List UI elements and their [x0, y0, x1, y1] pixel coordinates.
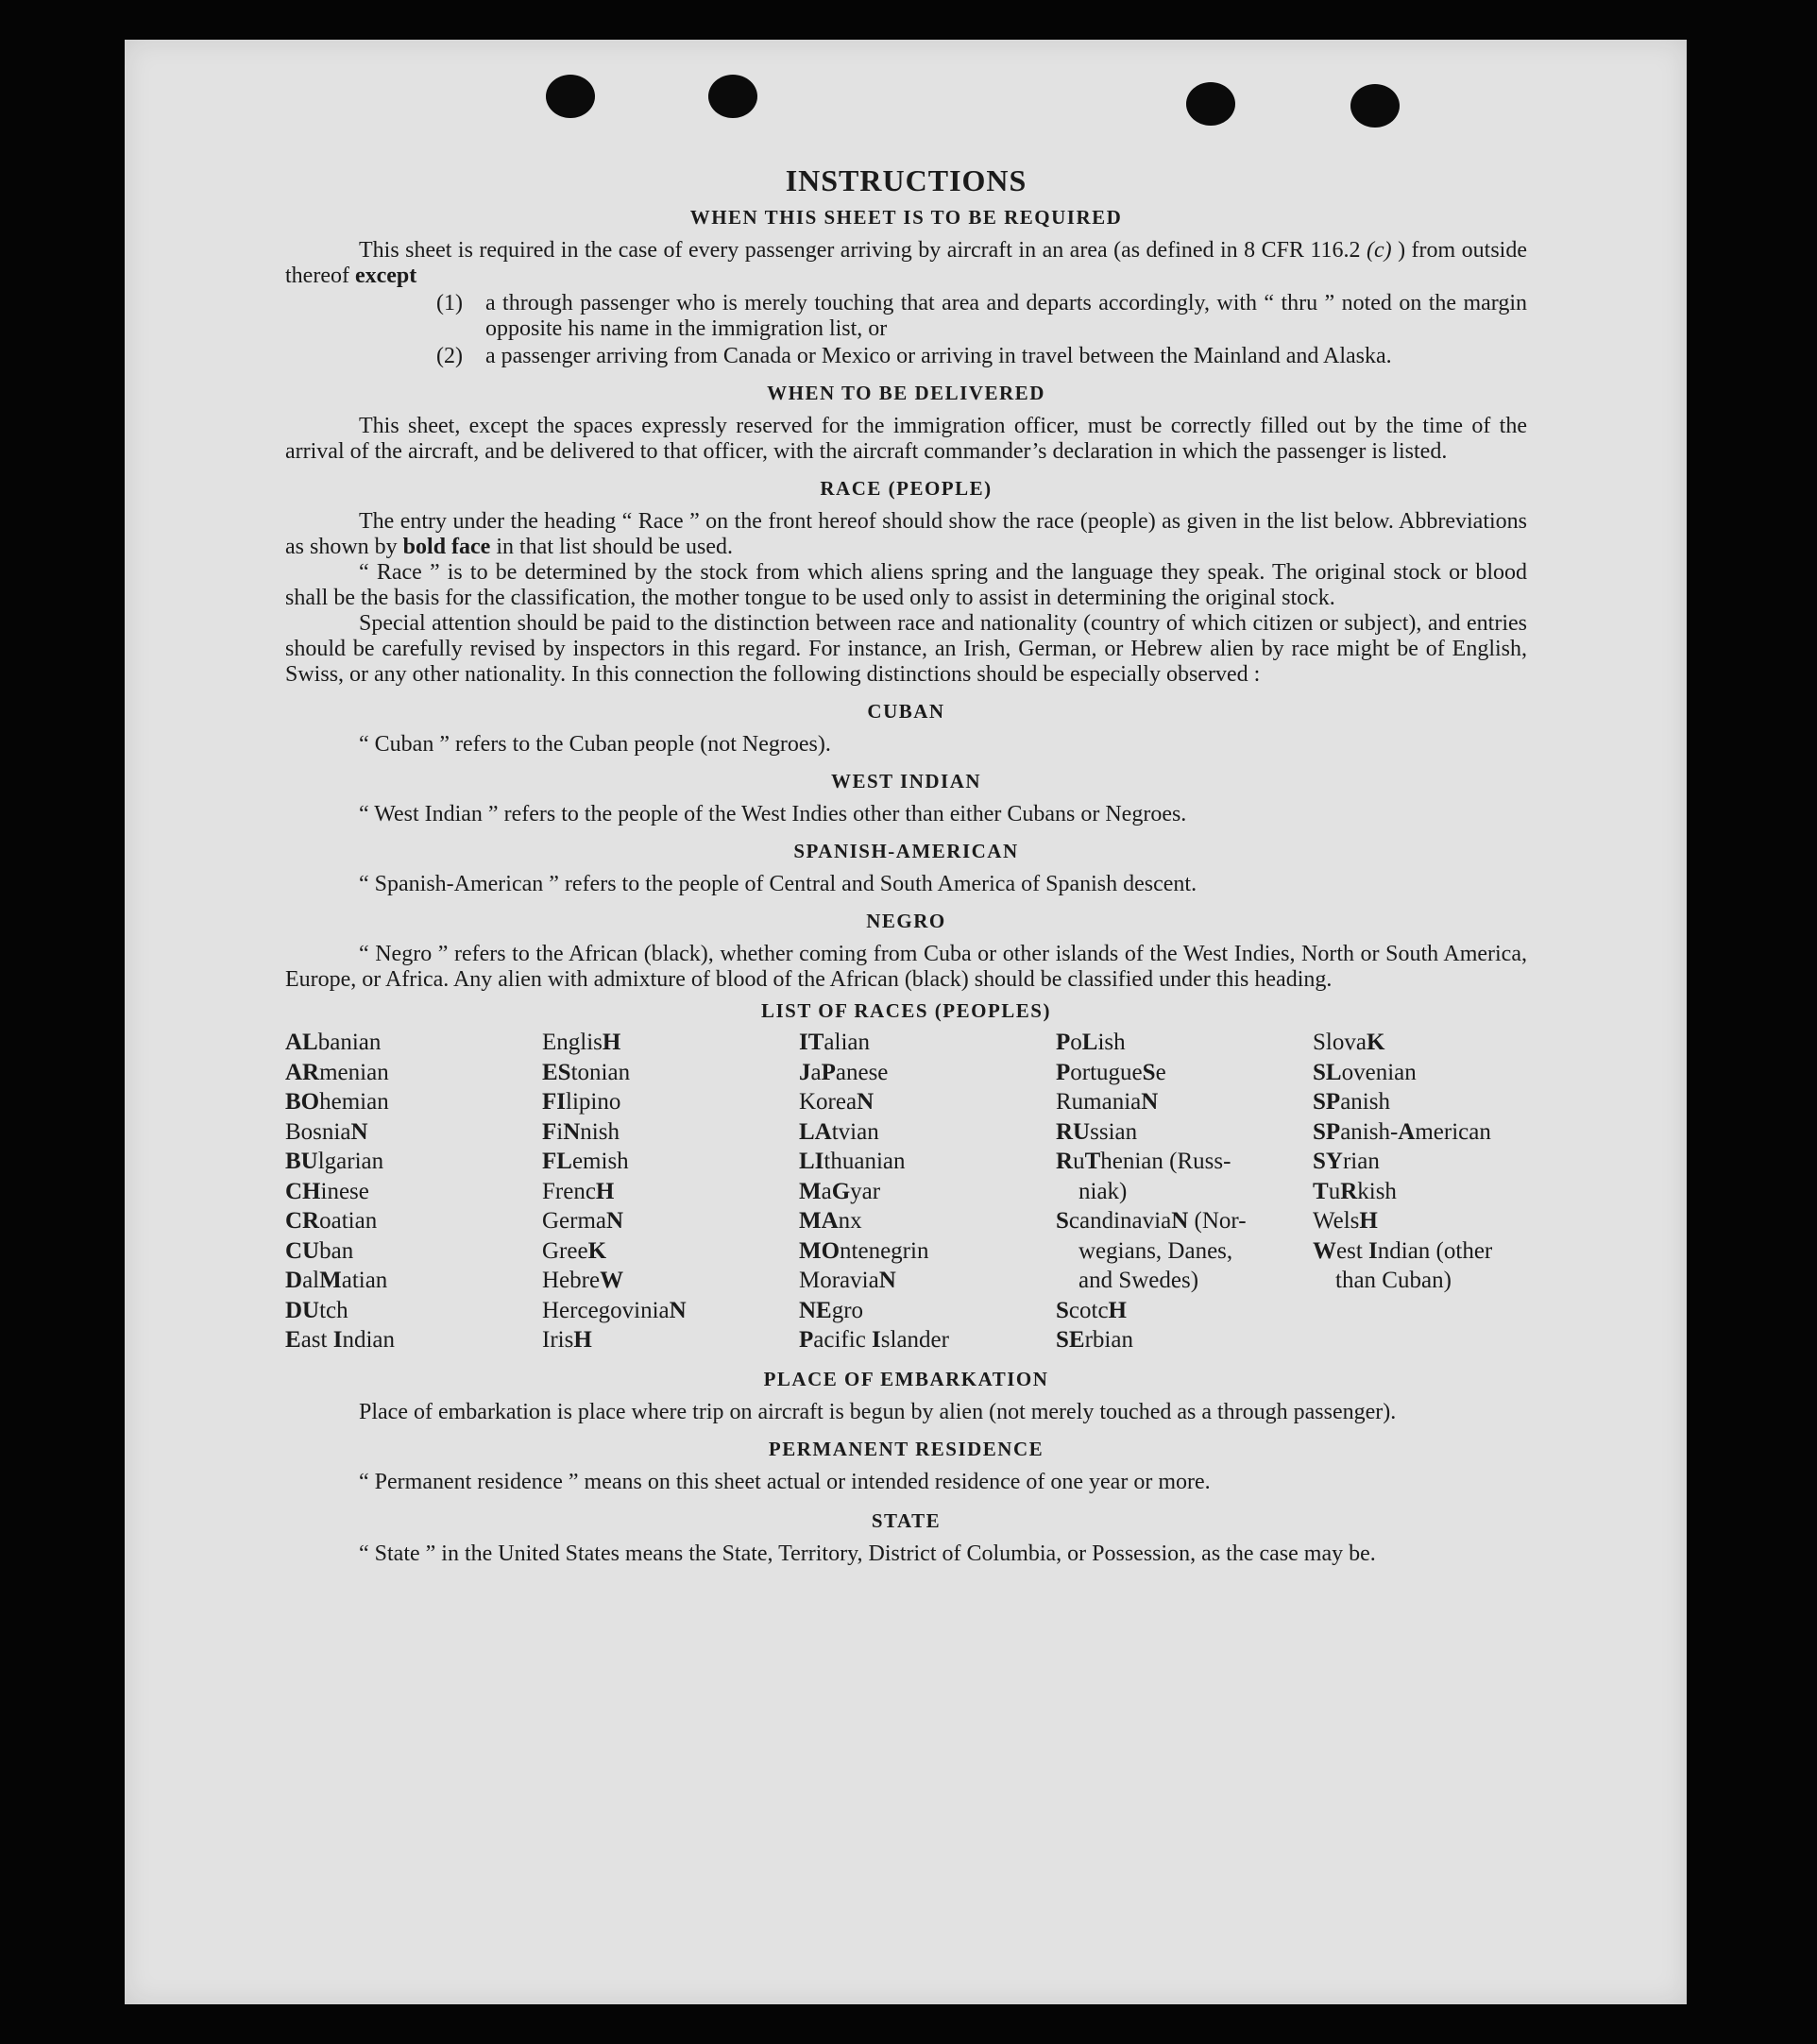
race-entry [285, 1028, 542, 1058]
race-name-text: Slova [1313, 1030, 1367, 1055]
race-entry [542, 1206, 799, 1236]
race-abbrev-letters: SY [1313, 1149, 1343, 1174]
race-abbrev-letters: S [1056, 1208, 1069, 1234]
race-name-text: tonian [570, 1059, 631, 1085]
race-abbrev-letters: P [1056, 1059, 1071, 1085]
race-entry [285, 1236, 542, 1267]
race-abbrev-letters: M [799, 1178, 822, 1204]
race-entry [1056, 1028, 1313, 1058]
punch-hole [546, 75, 595, 118]
race-column [542, 1028, 799, 1355]
section-heading-cuban: CUBAN [867, 700, 945, 723]
required-paragraph [285, 238, 1527, 289]
race-name-text: anish [1340, 1089, 1390, 1115]
race-name-text: Hercegovinia [542, 1297, 670, 1323]
race-name-text: Frenc [542, 1178, 596, 1204]
race-name-text: nish [580, 1118, 620, 1145]
exception-number: (1) [436, 291, 463, 315]
race-name-text: slander [880, 1327, 949, 1353]
race-entry [1313, 1147, 1527, 1177]
race-abbrev-letters: SP [1313, 1118, 1341, 1145]
race-name-text: atian [341, 1268, 388, 1293]
race-entry [1056, 1296, 1313, 1326]
race-paragraph-3: Special attention should be paid to the distinction between race and nationality (country of which citizen or subject), and entries should be carefully revised by inspectors in this regard. For instance, an Irish, German, or Hebrew alien by race might be of English, Swiss, or any other nationality. In this connection the following distinctions should be especially observed : [285, 611, 1527, 687]
race-abbrev-letters: W [600, 1268, 624, 1293]
race-abbrev-letters: N [857, 1089, 875, 1115]
race-name-text: Germa [542, 1208, 607, 1234]
race-abbrev-letters: N [1171, 1208, 1189, 1234]
race-entry [1313, 1266, 1527, 1296]
race-abbrev-letters: D [285, 1268, 303, 1293]
race-abbrev-letters: E [285, 1327, 301, 1353]
race-name-text: anese [835, 1059, 889, 1085]
section-heading-negro: NEGRO [866, 910, 946, 932]
race-entry [542, 1058, 799, 1088]
race-entry [799, 1325, 1056, 1355]
section-heading-west-indian: WEST INDIAN [830, 770, 982, 792]
race-name-text: Moravia [799, 1268, 879, 1293]
race-entry [799, 1058, 1056, 1088]
race-abbrev-letters: P [1056, 1030, 1071, 1055]
section-heading-residence: PERMANENT RESIDENCE [768, 1437, 1044, 1460]
race-name-text: a [810, 1059, 822, 1085]
race-name-text: tch [319, 1297, 348, 1323]
race-abbrev-letters: N [606, 1208, 624, 1234]
race-name-text: o [1070, 1030, 1082, 1055]
race-abbrev-letters: F [542, 1118, 557, 1145]
race-name-text: Korea [799, 1089, 858, 1115]
race-abbrev-letters: T [1084, 1149, 1101, 1174]
race-abbrev-letters: ES [542, 1059, 571, 1085]
race-column [1313, 1028, 1527, 1355]
race-text-bold: bold face [402, 535, 491, 559]
race-name-text: emish [571, 1149, 629, 1174]
race-abbrev-letters: SE [1056, 1327, 1085, 1353]
section-heading-delivered: WHEN TO BE DELIVERED [767, 382, 1045, 404]
race-abbrev-letters: I [1368, 1237, 1378, 1264]
race-entry [1056, 1058, 1313, 1088]
race-name-text: anish- [1340, 1118, 1399, 1145]
race-name-text: ndian (other [1377, 1237, 1493, 1264]
race-entry [799, 1236, 1056, 1267]
race-name-text: est [1336, 1237, 1369, 1264]
race-entry [542, 1177, 799, 1207]
section-heading-state: STATE [871, 1508, 942, 1532]
race-abbrev-letters: AR [285, 1059, 320, 1085]
race-abbrev-letters: H [595, 1178, 615, 1204]
race-abbrev-letters: SP [1313, 1089, 1341, 1115]
race-entry [285, 1147, 542, 1177]
race-entry [285, 1058, 542, 1088]
race-name-text: ovenian [1341, 1059, 1417, 1085]
punch-hole [1350, 84, 1400, 128]
state-paragraph: “ State ” in the United States means the State, Territory, District of Columbia, or Possession, as the case may be. [359, 1541, 1376, 1566]
race-abbrev-letters: N [1141, 1089, 1159, 1115]
race-name-text: acific [813, 1327, 873, 1353]
race-name-text: al [302, 1268, 320, 1293]
race-entry [1313, 1117, 1527, 1148]
negro-paragraph: “ Negro ” refers to the African (black), whether coming from Cuba or other islands of the West Indies, North or South America, Europe, or Africa. Any alien with admixture of blood of the African (black) should be classified under this heading. [285, 942, 1527, 992]
exception-number: (2) [436, 344, 463, 368]
race-abbrev-letters: AL [285, 1030, 318, 1055]
race-name-text: Hebre [542, 1268, 601, 1293]
race-abbrev-letters: CH [285, 1178, 321, 1204]
race-abbrev-letters: CU [285, 1237, 320, 1264]
race-name-text: rbian [1084, 1327, 1133, 1353]
race-abbrev-letters: H [573, 1327, 592, 1353]
embarkation-paragraph: Place of embarkation is place where trip on aircraft is begun by alien (not merely touched as a through passenger). [359, 1399, 1397, 1424]
race-column [799, 1028, 1056, 1355]
race-abbrev-letters: BU [285, 1149, 318, 1174]
race-entry [1313, 1236, 1527, 1267]
race-abbrev-letters: P [821, 1059, 836, 1085]
race-name-text: and Swedes) [1078, 1268, 1199, 1293]
race-abbrev-letters: S [1142, 1059, 1156, 1085]
race-abbrev-letters: R [1056, 1149, 1074, 1174]
required-text-a: This sheet is required in the case of every passenger arriving by aircraft in an area (as defined in 8 CFR 116.2 [359, 238, 1367, 263]
race-abbrev-letters: FI [542, 1089, 566, 1115]
race-entry [285, 1177, 542, 1207]
race-entry [542, 1296, 799, 1326]
race-name-text: Wels [1313, 1208, 1360, 1234]
race-name-text: Bosnia [285, 1118, 351, 1145]
race-entry [285, 1087, 542, 1117]
punch-hole [1186, 82, 1235, 126]
race-name-text: wegians, Danes, [1078, 1237, 1233, 1264]
race-name-text: niak) [1078, 1178, 1128, 1204]
race-entry [799, 1147, 1056, 1177]
race-entry [1056, 1147, 1313, 1177]
race-entry [799, 1206, 1056, 1236]
race-abbrev-letters: H [1108, 1297, 1127, 1323]
race-name-text: ntenegrin [840, 1237, 929, 1264]
race-entry [1056, 1266, 1313, 1296]
race-name-text: merican [1415, 1118, 1491, 1145]
required-text-except: except [354, 264, 417, 288]
race-entry [1313, 1177, 1527, 1207]
race-abbrev-letters: L [1081, 1030, 1098, 1055]
race-name-text: thuanian [824, 1149, 906, 1174]
race-abbrev-letters: H [1359, 1208, 1378, 1234]
race-entry [285, 1296, 542, 1326]
race-abbrev-letters: G [831, 1178, 851, 1204]
exception-item-1 [436, 291, 1527, 342]
exception-text: a through passenger who is merely touching that area and departs accordingly, with “ thru ” noted on the margin opposite his name in the immigration list, or [485, 291, 1527, 341]
race-name-text: rian [1342, 1149, 1380, 1174]
race-abbrev-letters: MO [799, 1237, 841, 1264]
race-name-text: ssian [1090, 1118, 1138, 1145]
race-entry [1313, 1028, 1527, 1058]
race-entry [799, 1296, 1056, 1326]
race-name-text: lgarian [317, 1149, 384, 1174]
instructions-content [285, 163, 1527, 1567]
race-text-b: in that list should be used. [490, 535, 733, 559]
race-abbrev-letters: T [1313, 1178, 1329, 1204]
cuban-paragraph: “ Cuban ” refers to the Cuban people (not Negroes). [359, 732, 831, 757]
race-name-text: menian [319, 1059, 389, 1085]
race-name-text: Iris [542, 1327, 574, 1353]
race-abbrev-letters: LA [799, 1118, 832, 1145]
race-entry [1313, 1087, 1527, 1117]
race-abbrev-letters: N [878, 1268, 896, 1293]
race-entry [1056, 1117, 1313, 1148]
race-abbrev-letters: K [1366, 1030, 1385, 1055]
race-name-text: henian (Russ- [1100, 1149, 1231, 1174]
race-name-text: Englis [542, 1030, 603, 1055]
exception-item-2 [436, 344, 1527, 369]
residence-paragraph: “ Permanent residence ” means on this sheet actual or intended residence of one year or more. [359, 1469, 1211, 1494]
race-entry [1056, 1236, 1313, 1267]
race-entry [1056, 1325, 1313, 1355]
race-paragraph-2: “ Race ” is to be determined by the stock from which aliens spring and the language they speak. The original stock or blood shall be the basis for the classification, the mother tongue to be used only to assist in determining the original stock. [285, 560, 1527, 610]
race-abbrev-letters: MA [799, 1208, 839, 1234]
race-entry [542, 1325, 799, 1355]
west-indian-paragraph: “ West Indian ” refers to the people of the West Indies other than either Cubans or Negroes. [359, 802, 1187, 826]
race-entry [1313, 1206, 1527, 1236]
race-entry [542, 1266, 799, 1296]
race-abbrev-letters: LI [799, 1149, 824, 1174]
document-page [125, 40, 1687, 2004]
delivered-paragraph: This sheet, except the spaces expressly reserved for the immigration officer, must be correctly filled out by the time of the arrival of the aircraft, and be delivered to that officer, with the aircraft commander’s declaration in which the passenger is listed. [285, 414, 1527, 464]
race-text-a: The entry under the heading “ Race ” on the front hereof should show the race (people) as given in the list below. Abbreviations as shown by [285, 509, 1527, 559]
race-name-text: e [1155, 1059, 1166, 1085]
punch-hole [708, 75, 757, 118]
race-entry [799, 1177, 1056, 1207]
race-list [285, 1028, 1527, 1355]
race-entry [285, 1117, 542, 1148]
race-name-text: Gree [542, 1237, 588, 1264]
spanish-american-paragraph: “ Spanish-American ” refers to the people of Central and South America of Spanish descent. [359, 872, 1197, 896]
race-abbrev-letters: CR [285, 1208, 320, 1234]
race-name-text: ban [319, 1237, 354, 1264]
race-abbrev-letters: W [1313, 1237, 1336, 1264]
race-entry [285, 1266, 542, 1296]
race-abbrev-letters: NE [799, 1297, 832, 1323]
page-title: INSTRUCTIONS [785, 163, 1027, 197]
race-abbrev-letters: S [1056, 1297, 1069, 1323]
race-entry [1056, 1177, 1313, 1207]
race-abbrev-letters: M [319, 1268, 342, 1293]
race-name-text: yar [850, 1178, 881, 1204]
race-name-text: u [1073, 1149, 1085, 1174]
race-column [285, 1028, 542, 1355]
race-entry [799, 1087, 1056, 1117]
race-name-text: i [556, 1118, 564, 1145]
race-paragraph-1 [285, 509, 1527, 560]
required-text-b: ) from outside thereof [285, 238, 1527, 288]
race-entry [542, 1028, 799, 1058]
race-abbrev-letters: K [587, 1237, 607, 1264]
race-entry [542, 1087, 799, 1117]
race-name-text: ortugue [1070, 1059, 1143, 1085]
race-name-text: tvian [831, 1118, 879, 1145]
section-heading-race-list: LIST OF RACES (PEOPLES) [761, 999, 1051, 1022]
race-name-text: oatian [319, 1208, 378, 1234]
race-name-text: than Cuban) [1335, 1268, 1452, 1293]
race-name-text: gro [831, 1297, 864, 1323]
race-name-text: ast [300, 1327, 333, 1353]
race-name-text: candinavia [1068, 1208, 1172, 1234]
race-entry [542, 1147, 799, 1177]
race-column [1056, 1028, 1313, 1355]
race-name-text: (Nor- [1188, 1208, 1247, 1234]
race-abbrev-letters: R [1340, 1178, 1358, 1204]
section-heading-required: WHEN THIS SHEET IS TO BE REQUIRED [689, 206, 1123, 229]
race-entry [1313, 1058, 1527, 1088]
race-name-text: banian [317, 1030, 382, 1055]
race-abbrev-letters: I [872, 1327, 881, 1353]
race-entry [799, 1117, 1056, 1148]
section-heading-spanish-american: SPANISH-AMERICAN [793, 840, 1019, 862]
section-heading-race: RACE (PEOPLE) [820, 477, 993, 500]
race-name-text: inese [320, 1178, 369, 1204]
race-entry [542, 1236, 799, 1267]
race-abbrev-letters: IT [799, 1030, 824, 1055]
race-name-text: ndian [342, 1327, 395, 1353]
race-entry [1056, 1206, 1313, 1236]
race-abbrev-letters: RU [1056, 1118, 1091, 1145]
race-name-text: a [821, 1178, 832, 1204]
race-entry [1056, 1087, 1313, 1117]
race-abbrev-letters: H [602, 1030, 621, 1055]
race-abbrev-letters: P [799, 1327, 814, 1353]
race-entry [542, 1117, 799, 1148]
race-name-text: Rumania [1056, 1089, 1142, 1115]
section-heading-embarkation: PLACE OF EMBARKATION [763, 1367, 1049, 1390]
race-abbrev-letters: SL [1313, 1059, 1342, 1085]
race-entry [285, 1325, 542, 1355]
race-name-text: cotc [1068, 1297, 1109, 1323]
race-name-text: alian [824, 1030, 870, 1055]
race-abbrev-letters: N [669, 1297, 687, 1323]
race-abbrev-letters: I [332, 1327, 343, 1353]
race-name-text: nx [838, 1208, 862, 1234]
race-abbrev-letters: A [1398, 1118, 1416, 1145]
race-name-text: u [1328, 1178, 1341, 1204]
required-text-c: (c) [1366, 238, 1392, 263]
race-entry [799, 1266, 1056, 1296]
race-abbrev-letters: N [350, 1118, 368, 1145]
exception-text: a passenger arriving from Canada or Mexico or arriving in travel between the Mainland and Alaska. [485, 344, 1392, 368]
race-name-text: ish [1097, 1030, 1126, 1055]
race-name-text: lipino [566, 1089, 621, 1115]
race-abbrev-letters: BO [285, 1089, 320, 1115]
race-name-text: kish [1357, 1178, 1397, 1204]
race-entry [799, 1028, 1056, 1058]
race-entry [285, 1206, 542, 1236]
race-name-text: hemian [319, 1089, 389, 1115]
race-abbrev-letters: DU [285, 1297, 320, 1323]
race-abbrev-letters: FL [542, 1149, 572, 1174]
race-abbrev-letters: N [563, 1118, 581, 1145]
race-abbrev-letters: J [799, 1059, 811, 1085]
